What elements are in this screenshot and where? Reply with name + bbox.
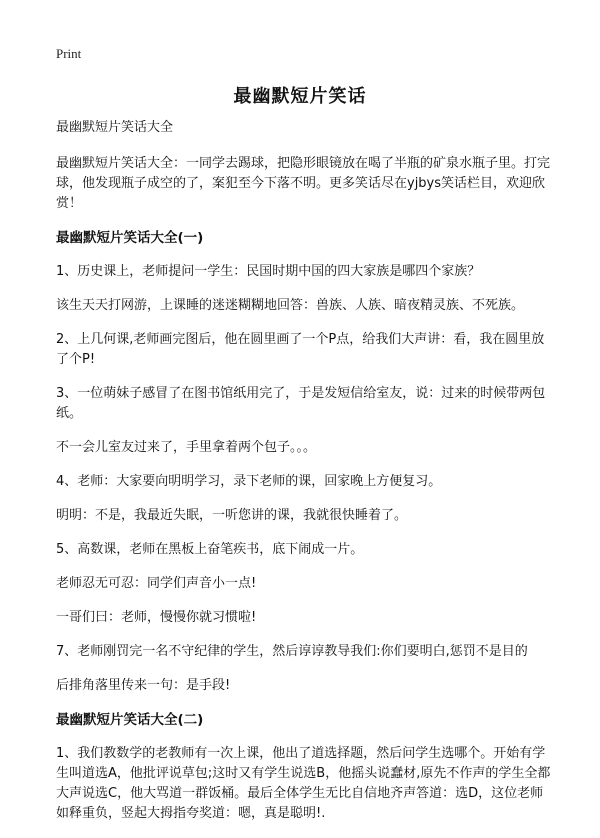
- section-heading-2: 最幽默短片笑话大全(二): [56, 712, 204, 728]
- print-link[interactable]: Print: [56, 46, 82, 61]
- section-heading-1: 最幽默短片笑话大全(一): [56, 230, 204, 246]
- paragraph: 该生天天打网游，上课睡的迷迷糊糊地回答：兽族、人族、暗夜精灵族、不死族。: [56, 298, 525, 313]
- paragraph: 1、我们教数学的老教师有一次上课，他出了道选择题，然后问学生选哪个。开始有学生叫道选A，他批评说草包;这时又有学生说选B，他摇头说蠢材,原先不作声的学生全都大声说选C，他大骂道一群饭桶。最后全体学生无比自信地齐声答道：选D，这位老师如释重负，竖起大拇指夸奖道：嗯，真是聪明!.: [56, 746, 551, 821]
- paragraph: 1、历史课上，老师提问一学生：民国时期中国的四大家族是哪四个家族？: [56, 264, 481, 279]
- paragraph: 不一会儿室友过来了，手里拿着两个包子。。。: [56, 440, 317, 455]
- article-subtitle: 最幽默短片笑话大全: [56, 120, 174, 135]
- article-body: [56, 118, 552, 838]
- paragraph: 5、高数课，老师在黑板上奋笔疾书，底下闹成一片。: [56, 542, 364, 557]
- paragraph: 4、老师：大家要向明明学习，录下老师的课，回家晚上方便复习。: [56, 474, 442, 489]
- paragraph: 7、老师刚罚完一名不守纪律的学生，然后谆谆教导我们:你们要明白,惩罚不是目的: [56, 644, 528, 659]
- intro-paragraph: 最幽默短片笑话大全：一同学去踢球，把隐形眼镜放在喝了半瓶的矿泉水瓶子里。打完球，他发现瓶子成空的了，案犯至今下落不明。更多笑话尽在yjbys笑话栏目，欢迎欣赏！: [56, 156, 551, 211]
- paragraph: 2、上几何课,老师画完图后，他在圆里画了一个P点，给我们大声讲：看，我在圆里放了个P!: [56, 332, 545, 367]
- paragraph: 一哥们曰：老师，慢慢你就习惯啦!: [56, 610, 257, 625]
- page-title: 最幽默短片笑话: [233, 86, 367, 107]
- paragraph: 老师忍无可忍：同学们声音小一点!: [56, 576, 257, 591]
- paragraph: 明明：不是，我最近失眠，一听您讲的课，我就很快睡着了。: [56, 508, 408, 523]
- paragraph: 3、一位萌妹子感冒了在图书馆纸用完了，于是发短信给室友，说：过来的时候带两包纸。: [56, 386, 546, 421]
- paragraph: 后排角落里传来一句：是手段!: [56, 678, 231, 693]
